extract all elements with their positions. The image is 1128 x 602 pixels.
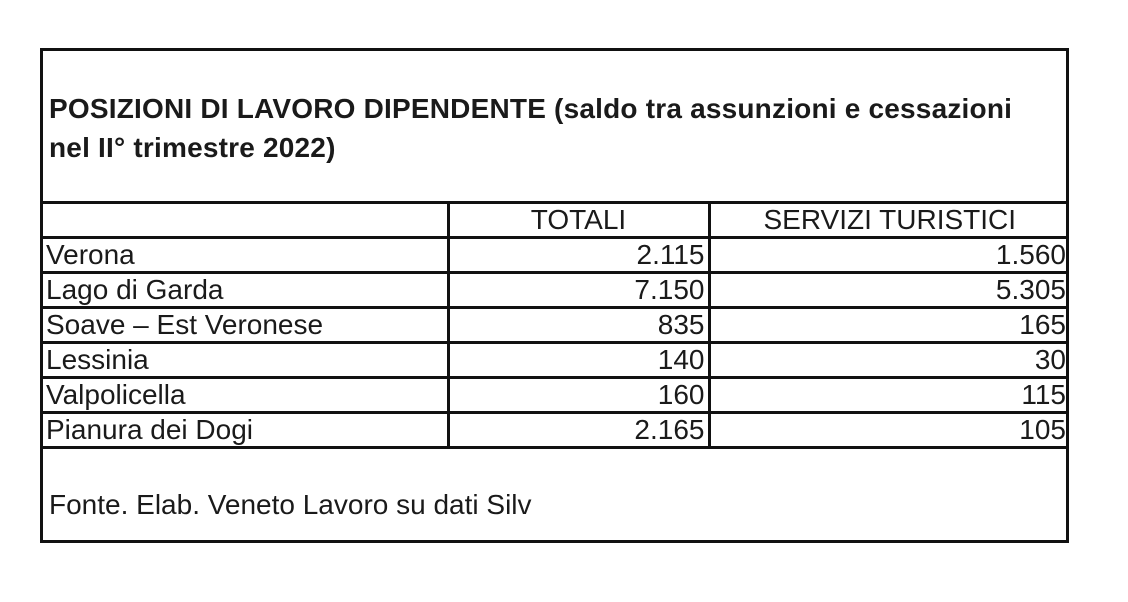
table-row — [43, 378, 1069, 413]
totali-cell: 2.115 — [448, 238, 709, 273]
totali-cell: 7.150 — [448, 273, 709, 308]
table-title: POSIZIONI DI LAVORO DIPENDENTE (saldo tra assunzioni e cessazioni nel II° trimestre 2022) — [49, 93, 1013, 163]
table-row — [43, 413, 1069, 448]
totali-cell: 2.165 — [448, 413, 709, 448]
area-cell: Soave – Est Veronese — [43, 308, 448, 343]
data-table — [43, 201, 1069, 449]
servizi-cell: 1.560 — [709, 238, 1069, 273]
area-cell: Valpolicella — [43, 378, 448, 413]
servizi-cell: 115 — [709, 378, 1069, 413]
area-cell: Verona — [43, 238, 448, 273]
table-row — [43, 308, 1069, 343]
servizi-cell: 165 — [709, 308, 1069, 343]
totali-cell: 140 — [448, 343, 709, 378]
table-row — [43, 273, 1069, 308]
area-cell: Lago di Garda — [43, 273, 448, 308]
header-servizi-turistici: SERVIZI TURISTICI — [709, 203, 1069, 238]
totali-cell: 160 — [448, 378, 709, 413]
servizi-cell: 5.305 — [709, 273, 1069, 308]
table-row — [43, 343, 1069, 378]
header-totali: TOTALI — [448, 203, 709, 238]
servizi-cell: 30 — [709, 343, 1069, 378]
servizi-cell: 105 — [709, 413, 1069, 448]
table-row — [43, 238, 1069, 273]
table-frame — [40, 48, 1069, 543]
area-cell: Lessinia — [43, 343, 448, 378]
header-area — [43, 203, 448, 238]
area-cell: Pianura dei Dogi — [43, 413, 448, 448]
header-row — [43, 203, 1069, 238]
totali-cell: 835 — [448, 308, 709, 343]
source-note: Fonte. Elab. Veneto Lavoro su dati Silv — [49, 489, 532, 520]
